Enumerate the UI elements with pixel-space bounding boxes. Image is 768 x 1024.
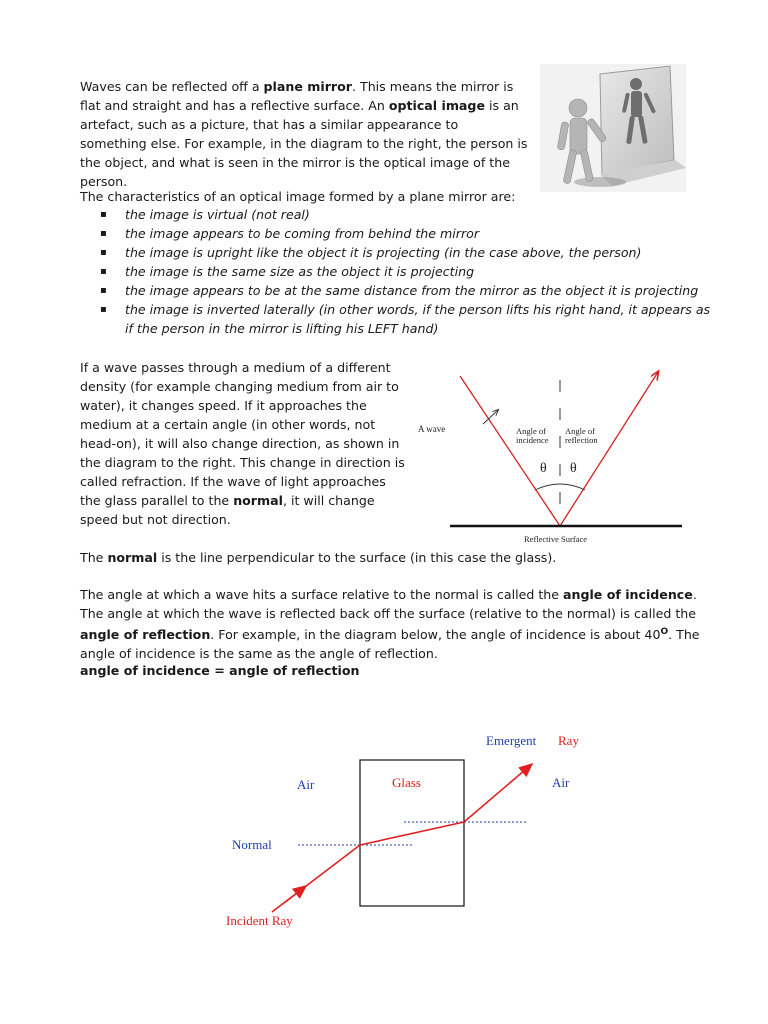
incident-ray (460, 376, 560, 526)
reflection-label: Angle of (565, 426, 595, 436)
incident-arrow (284, 886, 306, 903)
characteristics-heading: The characteristics of an optical image formed by a plane mirror are: (80, 189, 516, 204)
term-plane-mirror: plane mirror (263, 79, 352, 94)
emergent-label: Emergent (486, 733, 537, 748)
characteristics-list (100, 205, 740, 338)
reflection-label: reflection (565, 435, 598, 445)
list-item: ▪ the image is the same size as the object it is projecting (100, 262, 740, 281)
incident-label: Incident Ray (226, 913, 293, 928)
list-item: ▪ the image appears to be at the same distance from the mirror as the object it is projecting (100, 281, 740, 300)
mirror-person-illustration (540, 64, 686, 192)
mirror-figure-svg (540, 64, 686, 192)
surface-label: Reflective Surface (524, 534, 588, 544)
incidence-label: incidence (516, 435, 549, 445)
angle-arc (535, 484, 585, 490)
refraction-paragraph: If a wave passes through a medium of a different density (for example changing medium from air to water), it changes speed. If it approaches the medium at a certain angle (in other words, not head-on), it will also change direction, as shown in the diagram to the right. This change in direction is called refraction. If the wave of light approaches the glass parallel to the normal, it will change speed but not direction. (80, 360, 405, 527)
incidence-label: Angle of (516, 426, 546, 436)
theta-incidence: θ (540, 461, 547, 476)
theta-reflection: θ (570, 461, 577, 476)
term-optical-image: optical image (388, 98, 485, 113)
angles-paragraph: The angle at which a wave hits a surface relative to the normal is called the angle of incidence. The angle at which the wave is reflected back off the surface (relative to the normal) is called the angle of reflection. For example, in the diagram below, the angle of incidence is about $40^O$. The angle of incidence is the same as the angle of reflection. (80, 587, 700, 662)
normal-definition: The normal is the line perpendicular to the surface (in this case the glass). (80, 550, 557, 565)
glass-label: Glass (392, 775, 421, 790)
person-object (557, 99, 607, 184)
wave-label: A wave (418, 424, 446, 434)
term-normal: normal (233, 493, 283, 508)
reflection-diagram-svg (410, 360, 700, 550)
angle-equation: angle of incidence = angle of reflection (80, 663, 360, 678)
emergent-ray-word: Ray (558, 733, 579, 748)
air-right-label: Air (552, 775, 570, 790)
refraction-diagram (220, 728, 600, 934)
normal-label: Normal (232, 837, 272, 852)
air-left-label: Air (297, 777, 315, 792)
emergent-ray (464, 764, 532, 822)
list-item: ▪ the image appears to be coming from behind the mirror (100, 224, 740, 243)
shadow (574, 177, 626, 187)
reflection-diagram (410, 360, 700, 550)
list-item: ▪ the image is upright like the object it is projecting (in the case above, the person) (100, 243, 740, 262)
intro-paragraph: Waves can be reflected off a plane mirror. This means the mirror is flat and straight and has a reflective surface. An optical image is an artefact, such as a picture, that has a similar appearance to something else. For example, in the diagram to the right, the person is the object, and what is seen in the mirror is the optical image of the person. (80, 79, 528, 189)
reflected-ray (560, 372, 658, 526)
list-item: ▪ the image is inverted laterally (in other words, if the person lifts his right hand, it appears as if the person in the mirror is lifting his LEFT hand) (100, 300, 715, 338)
refraction-diagram-svg (220, 728, 600, 934)
list-item: ▪ the image is virtual (not real) (100, 205, 740, 224)
